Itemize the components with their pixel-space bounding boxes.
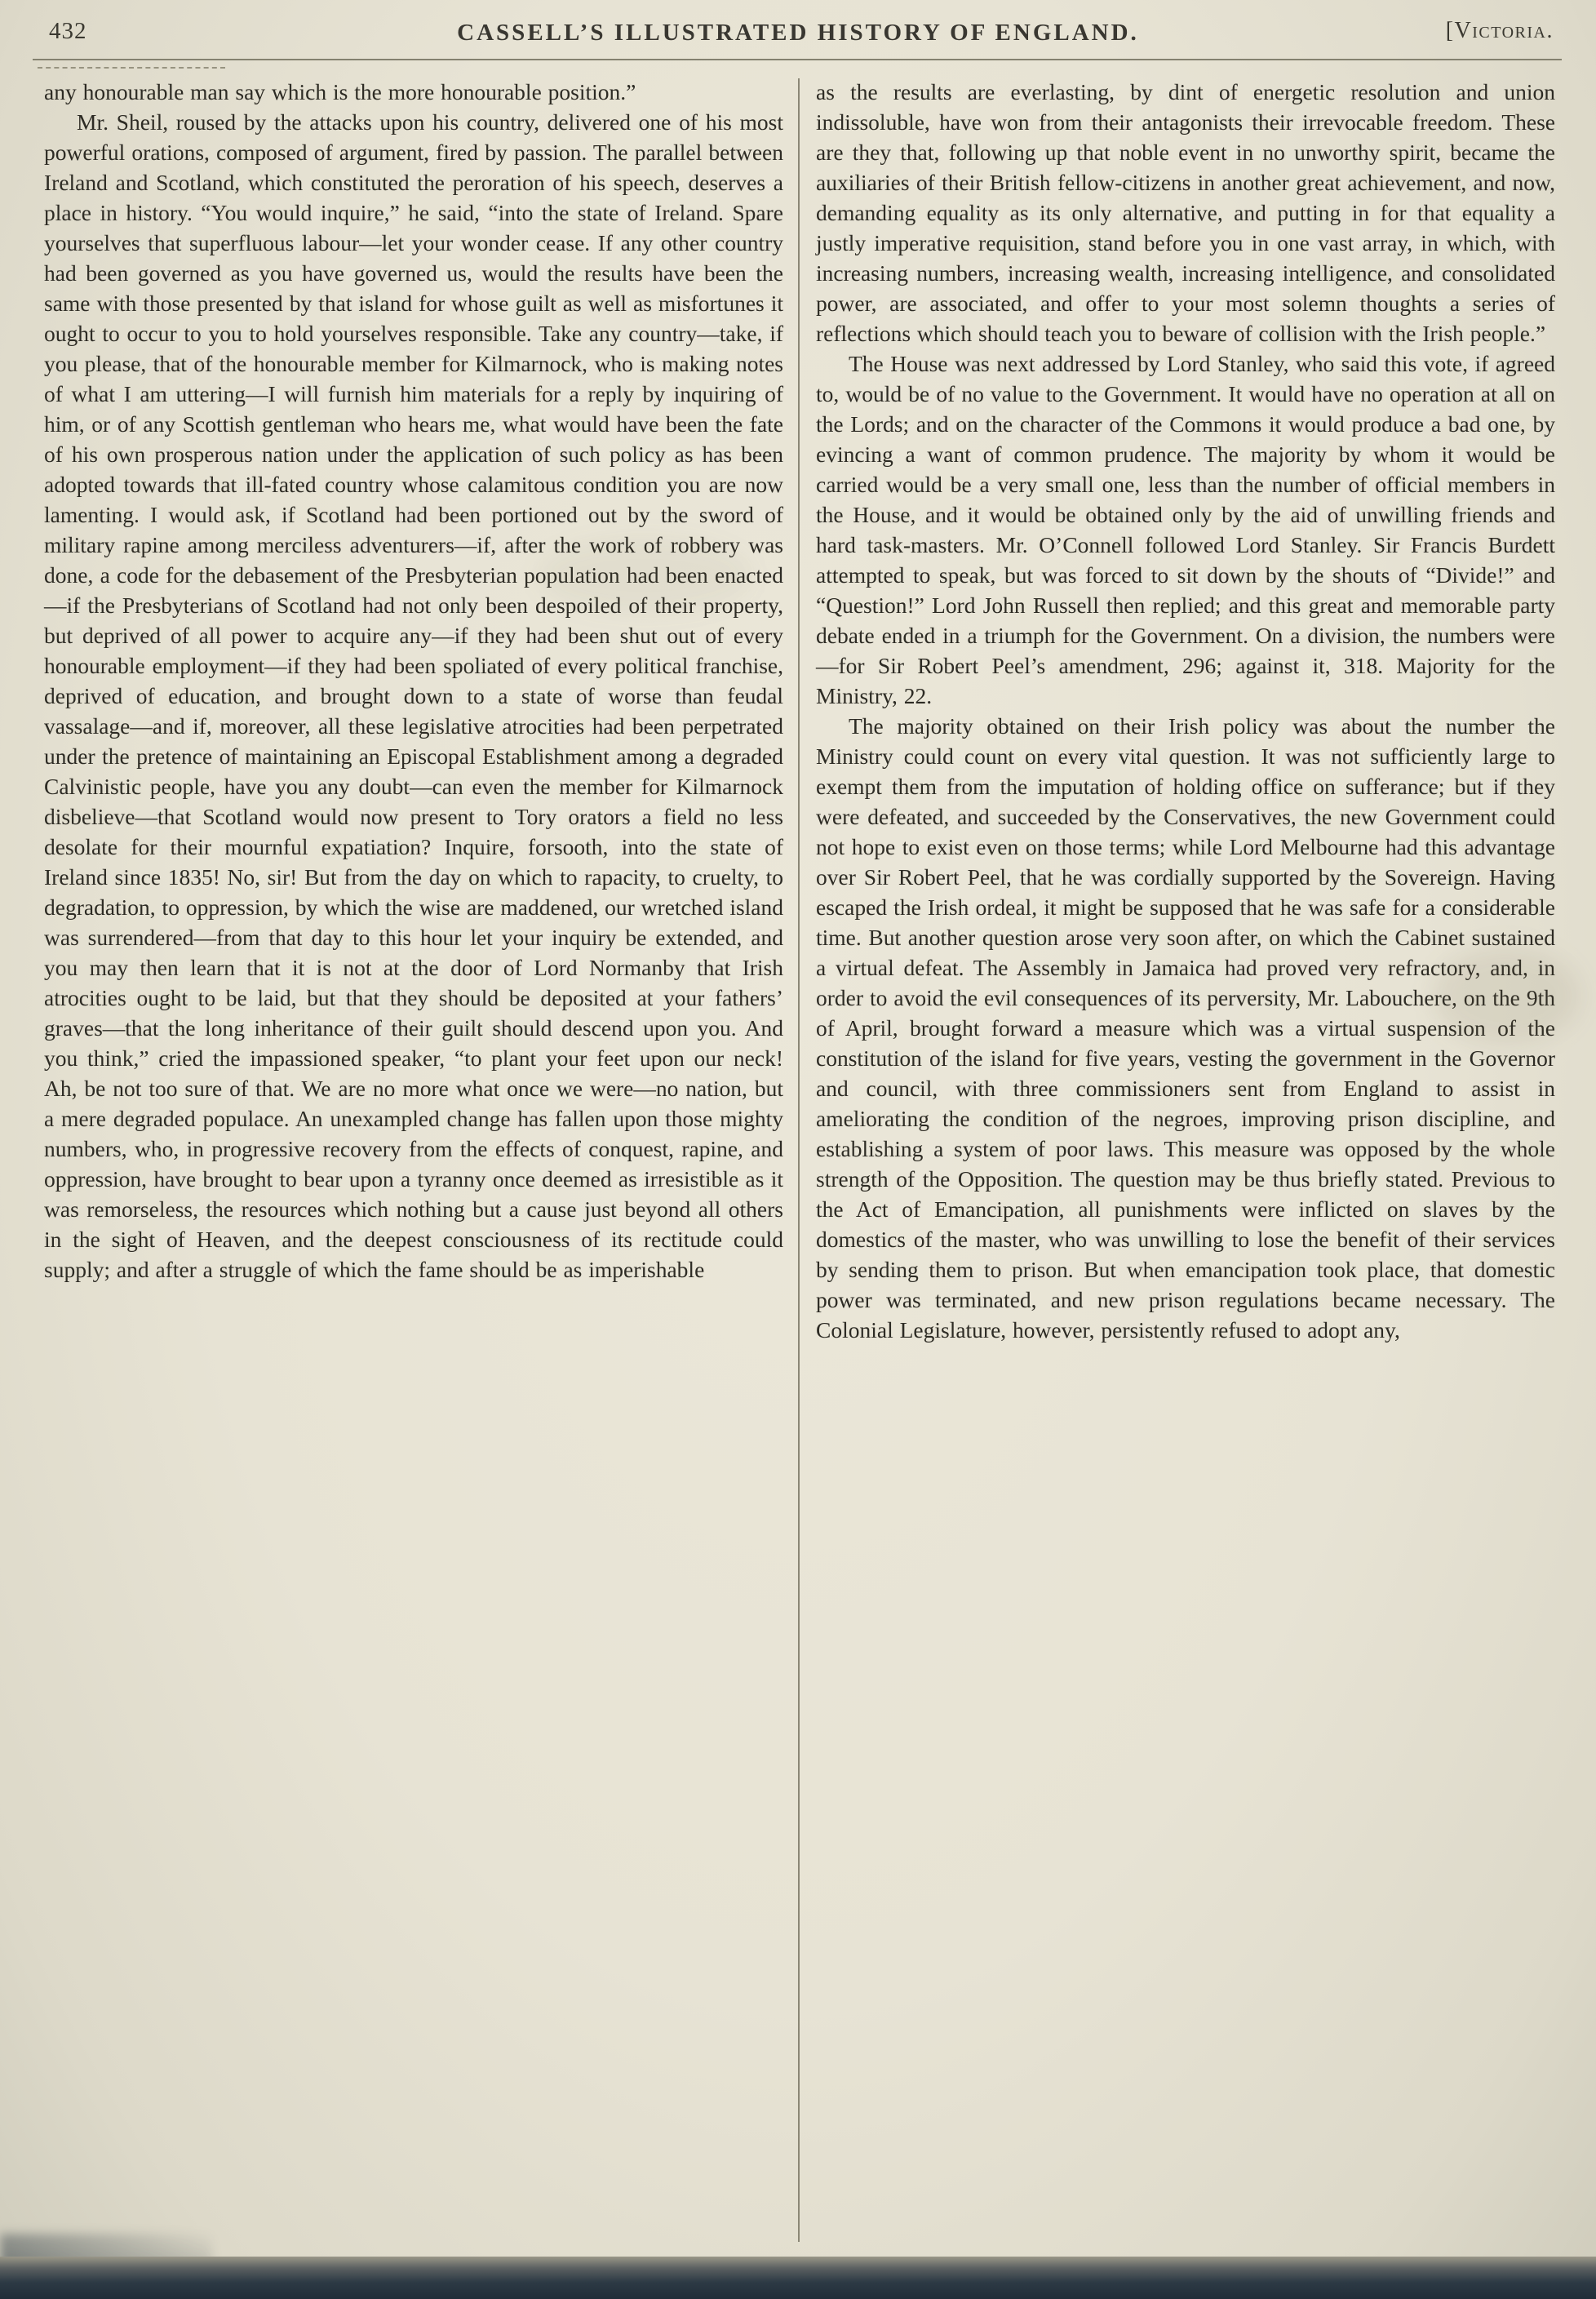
right-column: [816, 77, 1555, 2248]
paragraph: The majority obtained on their Irish policy was about the number the Ministry could count on every vital question. It was not sufficiently large to exempt them from the imputation of holding office on sufferance; but if they were defeated, and succeeded by the Conservatives, the new Government could not hope to exist even on those terms; while Lord Melbourne had this advantage over Sir Robert Peel, that he was cordially supported by the Sovereign. Having escaped the Irish ordeal, it might be supposed that he was safe for a considerable time. But another question arose very soon after, on which the Cabinet sustained a virtual defeat. The Assembly in Jamaica had proved very refractory, and, in order to avoid the evil consequences of its perversity, Mr. Labouchere, on the 9th of April, brought forward a measure which was a virtual suspension of the constitution of the island for five years, vesting the government in the Governor and council, with three commissioners sent from England to assist in ameliorating the condition of the negroes, improving prison discipline, and establishing a system of poor laws. This measure was opposed by the whole strength of the Opposition. The question may be thus briefly stated. Previous to the Act of Emancipation, all punishments were inflicted on slaves by the domestics of the master, who was unwilling to lose the benefit of their services by sending them to prison. But when emancipation took place, that domestic power was terminated, and new prison regulations became necessary. The Colonial Legislature, however, persistently refused to adopt any,: [816, 713, 1555, 1343]
header-rule: [33, 59, 1562, 60]
text-columns: [0, 77, 1596, 2248]
paragraph: as the results are everlasting, by dint of energetic resolution and union indissoluble, have won from their antagonists their irrevocable freedom. These are they that, following up that noble event in no unworthy spirit, became the auxiliaries of their British fellow-citizens in another great achievement, and now, demanding equality as its only alternative, and putting in for that equality a justly imperative requisition, stand before you in one vast array, in which, with increasing numbers, increasing wealth, increasing intelligence, and consolidated power, are associated, and offer to your most solemn thoughts a series of reflections which should teach you to beware of collision with the Irish people.”: [816, 79, 1555, 346]
page-header: [0, 0, 1596, 65]
running-title: CASSELL’S ILLUSTRATED HISTORY OF ENGLAND.: [457, 20, 1139, 46]
reign-label: [Victoria.: [1445, 18, 1554, 43]
page-number: 432: [49, 18, 87, 44]
header-rule-dash: [38, 67, 225, 69]
page-edge-shadow: [0, 2257, 1596, 2299]
paragraph: Mr. Sheil, roused by the attacks upon his country, delivered one of his most powerful orations, composed of argument, fired by passion. The parallel between Ireland and Scotland, which constituted the peroration of his speech, deserves a place in history. “You would inquire,” he said, “into the state of Ireland. Spare yourselves that superfluous labour—let your wonder cease. If any other country had been governed as you have governed us, would the results have been the same with those presented by that island for whose guilt as well as misfortunes it ought to occur to you to hold yourselves responsible. Take any country—take, if you please, that of the honourable member for Kilmarnock, who is making notes of what I am uttering—I will furnish him materials for a reply by inquiring of him, or of any Scottish gentleman who hears me, what would have been the fate of his own prosperous nation under the application of such policy as has been adopted towards that ill-fated country whose calamitous condition you are now lamenting. I would ask, if Scotland had been portioned out by the sword of military rapine among merciless adventurers—if, after the work of robbery was done, a code for the debasement of the Presbyterian population had been enacted—if the Presbyterians of Scotland had not only been despoiled of their property, but deprived of all power to acquire any—if they had been shut out of every honourable employment—if they had been spoliated of every political franchise, deprived of education, and brought down to a state of worse than feudal vassalage—and if, moreover, all these legislative atrocities had been perpetrated under the pretence of maintaining an Episcopal Establishment among a degraded Calvinistic people, have you any doubt—can even the member for Kilmarnock disbelieve—that Scotland would now present to Tory orators a field no less desolate for their mournful expatiation? Inquire, forsooth, into the state of Ireland since 1835! No, sir! But from the day on which to rapacity, to cruelty, to degradation, to oppression, by which the wise are maddened, our wretched island was surrendered—from that day to this hour let your inquiry be extended, and you may then learn that it is not at the door of Lord Normanby that Irish atrocities ought to be laid, but that they should be deposited at your fathers’ graves—that the long inheritance of their guilt should descend upon you. And you think,” cried the impassioned speaker, “to plant your feet upon our neck! Ah, be not too sure of that. We are no more what once we were—no nation, but a mere degraded populace. An unexampled change has fallen upon those mighty numbers, who, in progressive recovery from the effects of conquest, rapine, and oppression, have brought to bear upon a tyranny once deemed as irresistible as it was remorseless, the resources which nothing but a cause just beyond all others in the sight of Heaven, and the deepest consciousness of its rectitude could supply; and after a struggle of which the fame should be as imperishable: [44, 109, 784, 1282]
left-column: [44, 77, 783, 2248]
paragraph: The House was next addressed by Lord Stanley, who said this vote, if agreed to, would be of no value to the Government. It would have no operation at all on the Lords; and on the character of the Commons it would produce a bad one, by evincing a want of common prudence. The majority by whom it would be carried would be a very small one, less than the number of official members in the House, and it would be obtained only by the aid of unwilling friends and hard task-masters. Mr. O’Connell followed Lord Stanley. Sir Francis Burdett attempted to speak, but was forced to sit down by the shouts of “Divide!” and “Question!” Lord John Russell then replied; and this great and memorable party debate ended in a triumph for the Government. On a division, the numbers were—for Sir Robert Peel’s amendment, 296; against it, 318. Majority for the Ministry, 22.: [816, 351, 1555, 708]
paragraph: any honourable man say which is the more honourable position.”: [44, 79, 636, 104]
column-divider: [798, 78, 800, 2242]
